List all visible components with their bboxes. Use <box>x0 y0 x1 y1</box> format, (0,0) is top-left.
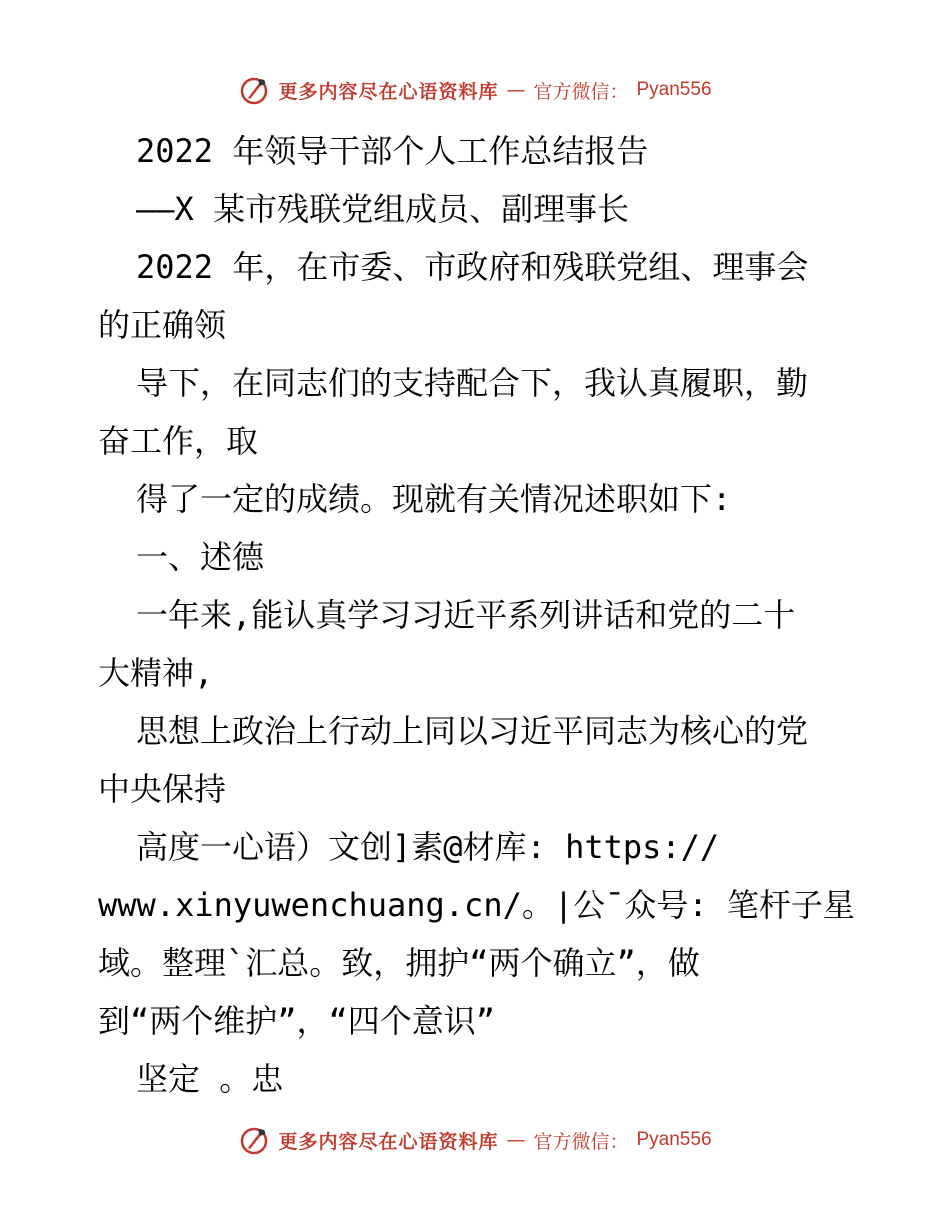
footer-watermark <box>0 1120 950 1160</box>
watermark-wechat-label: 官方微信： <box>533 1130 629 1153</box>
paragraph-line: 思想上政治上行动上同以习近平同志为核心的党 <box>136 712 809 750</box>
feather-circle-logo-icon <box>238 74 270 106</box>
doc-subtitle: ——X 某市残联党组成员、副理事长 <box>136 190 630 228</box>
paragraph-line: 奋工作，取 <box>98 422 259 460</box>
paragraph-line: 高度一心语）文创]素@材库: https:// <box>136 828 720 866</box>
paragraph-line: 到“两个维护”，“四个意识” <box>98 1002 496 1040</box>
header-watermark <box>0 70 950 110</box>
paragraph-line: 导下，在同志们的支持配合下，我认真履职，勤 <box>136 364 809 402</box>
watermark-main-text: 更多内容尽在心语资料库 <box>278 80 499 103</box>
watermark-wechat-id: Pyan556 <box>636 1129 712 1150</box>
paragraph-line: 的正确领 <box>98 306 227 344</box>
watermark-wechat-id: Pyan556 <box>636 79 712 100</box>
doc-title: 2022 年领导干部个人工作总结报告 <box>136 132 649 170</box>
paragraph-line: 域。整理`汇总。致，拥护“两个确立”，做 <box>98 944 700 982</box>
watermark-wechat-label: 官方微信： <box>533 80 629 103</box>
watermark-separator: — <box>506 1129 526 1151</box>
paragraph-line: 中央保持 <box>98 770 227 808</box>
paragraph-line: 一年来,能认真学习习近平系列讲话和党的二十 <box>136 596 796 634</box>
watermark-main-text: 更多内容尽在心语资料库 <box>278 1130 499 1153</box>
paragraph-line: 坚定 。忠 <box>136 1060 284 1098</box>
section-heading: 一、述德 <box>136 538 265 576</box>
watermark-separator: — <box>506 79 526 101</box>
paragraph-line: 大精神, <box>98 654 214 692</box>
paragraph-line: www.xinyuwenchuang.cn/。|公¯众号: 笔杆子星 <box>98 886 855 924</box>
feather-circle-logo-icon <box>238 1124 270 1156</box>
document-body <box>98 122 868 1108</box>
paragraph-line: 得了一定的成绩。现就有关情况述职如下: <box>136 480 732 518</box>
paragraph-line: 2022 年，在市委、市政府和残联党组、理事会 <box>136 248 809 286</box>
